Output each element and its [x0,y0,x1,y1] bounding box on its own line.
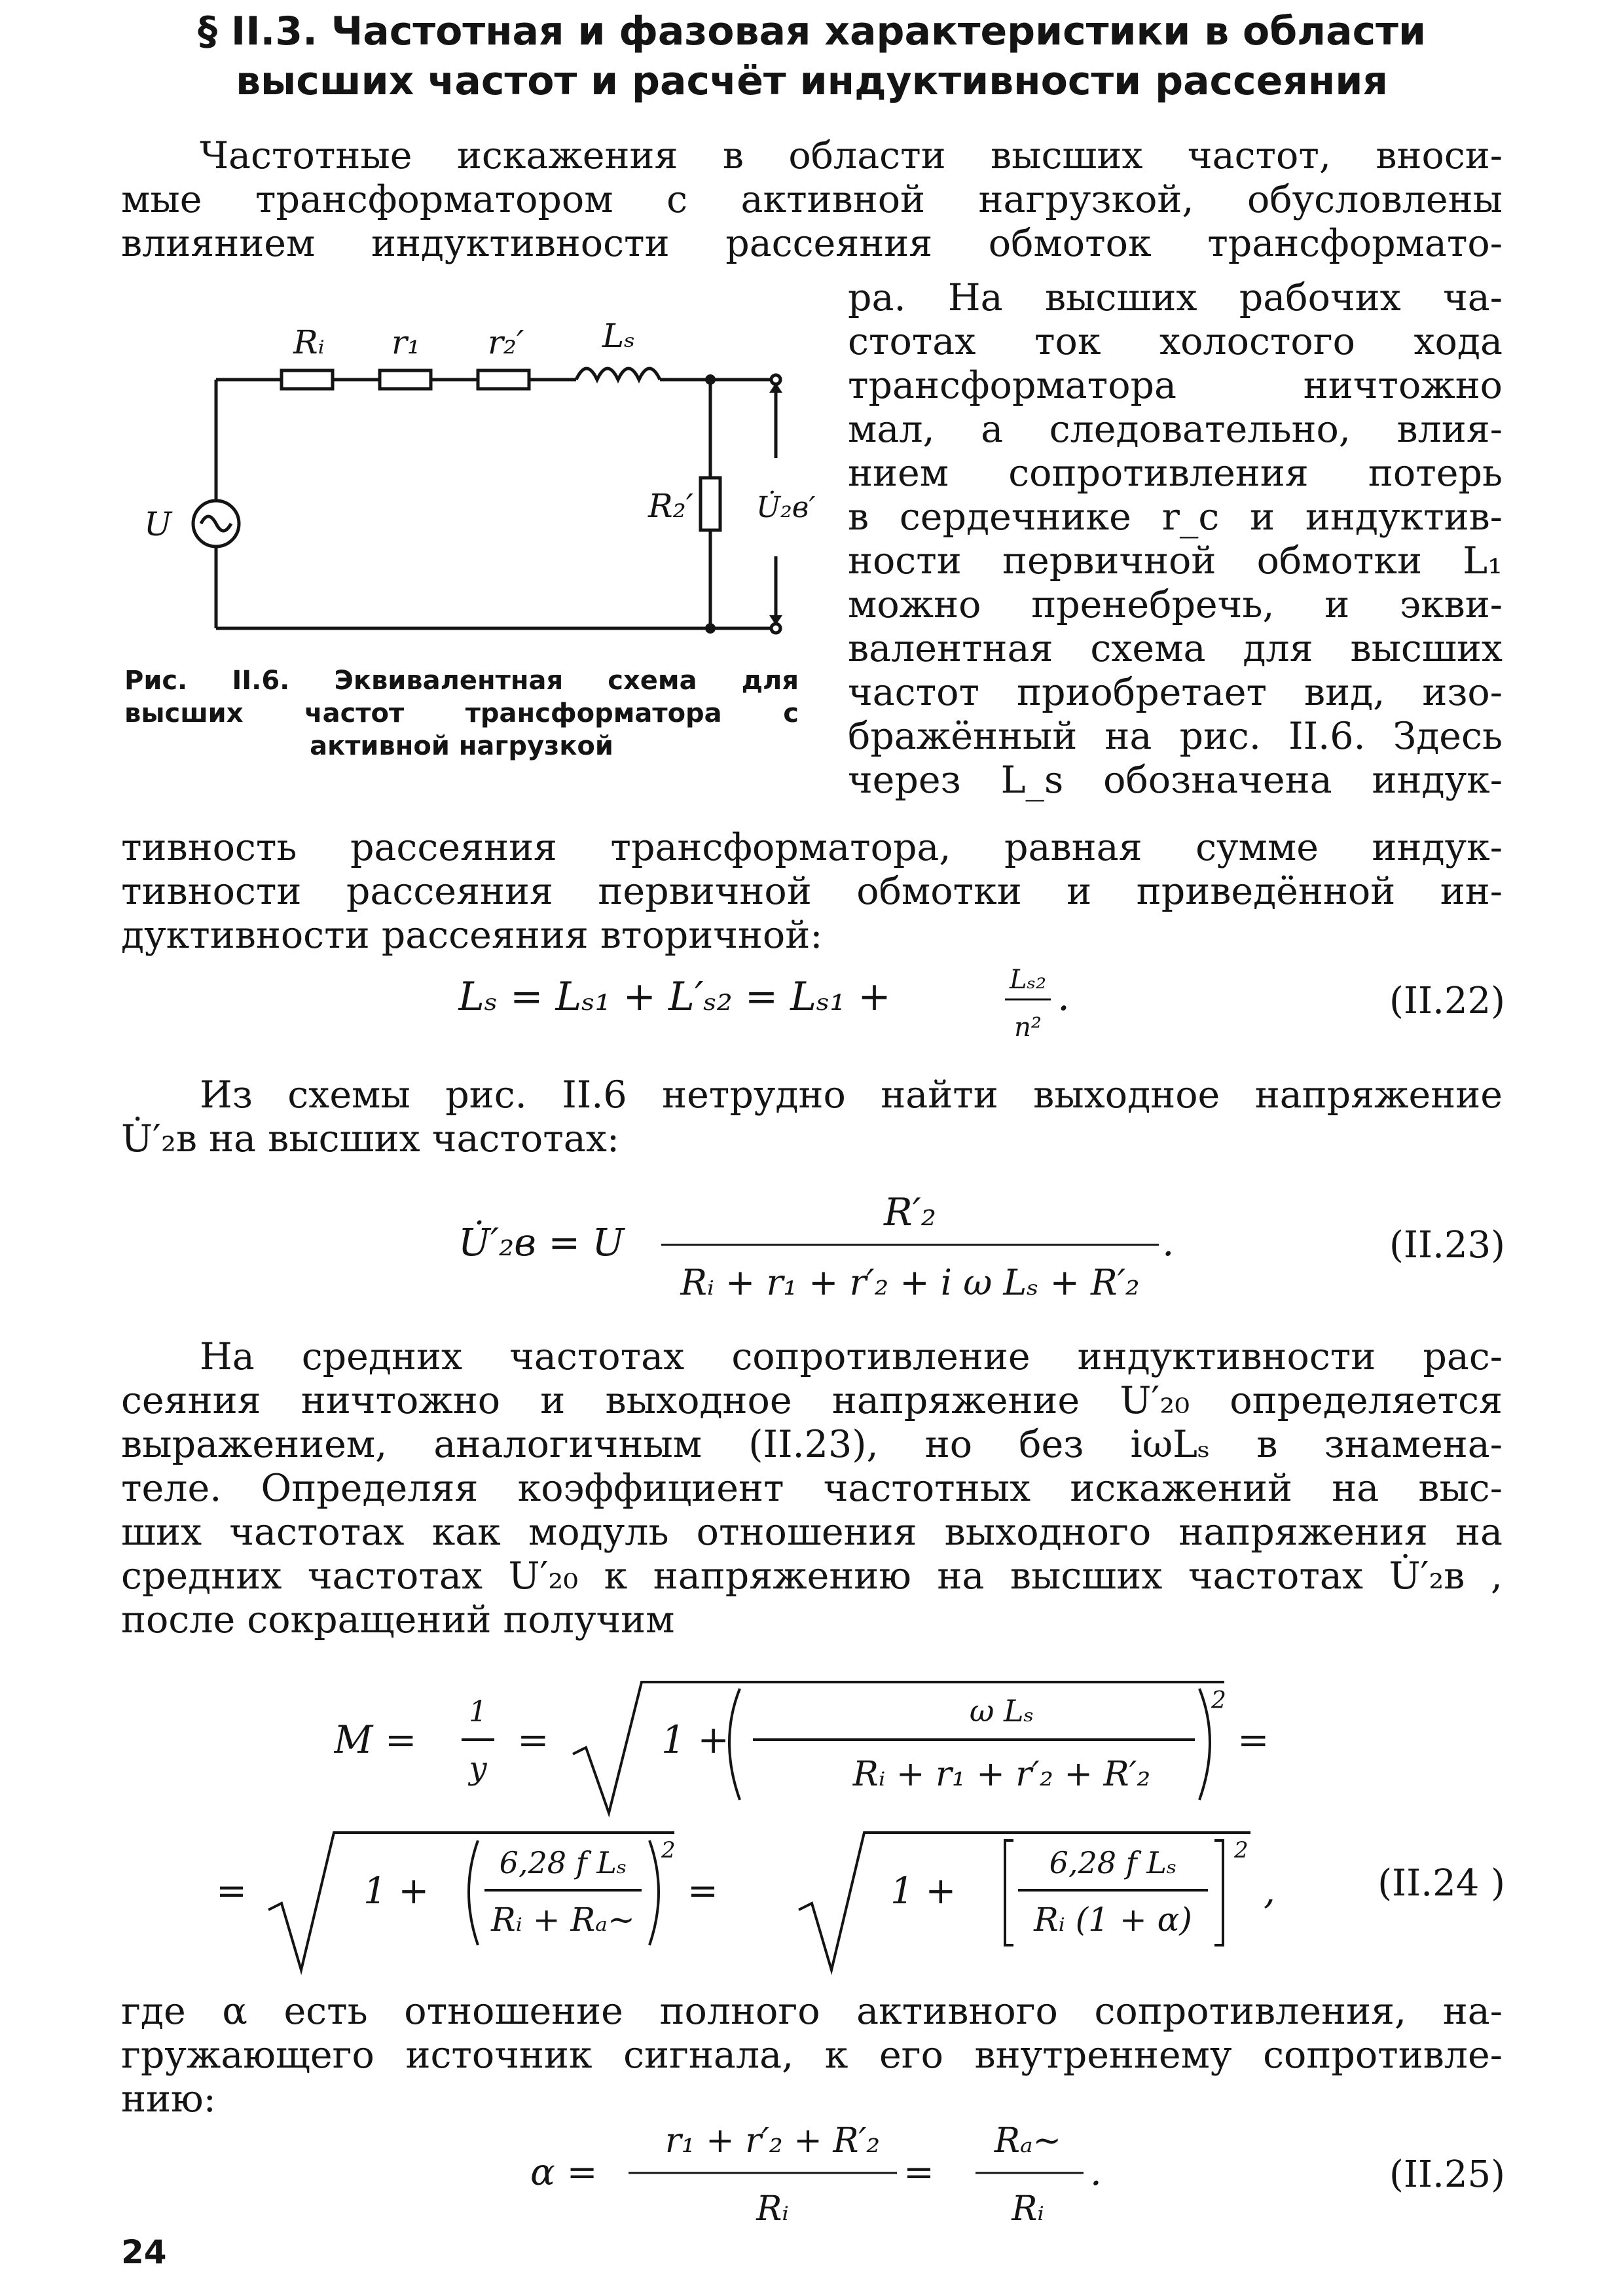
eq23-frac-den: Rᵢ + r₁ + r′₂ + i ω Lₛ + R′₂ [680,1262,1140,1303]
intro-paragraph-top [121,134,1503,266]
output-terminal-bottom [771,624,780,633]
after-line-2: тивности рассеяния первичной обмотки и приведённой ин- [121,870,1503,913]
eq25-frac1-num: r₁ + r′₂ + R′₂ [665,2121,881,2161]
section-heading [118,7,1506,106]
arrow-down-icon [769,615,782,625]
figure-caption [124,664,799,762]
p23-line-2: U̇′₂в на высших частотах: [121,1117,620,1160]
after-line-1: тивность рассеяния трансформатора, равная сумме индук- [121,826,1503,869]
after-line-3: дуктивности рассеяния вторичной: [121,914,823,957]
caption-line-3: активной нагрузкой [310,731,613,761]
eq25-lhs: α = [530,2151,598,2194]
eq24-frac-num: 1 [469,1695,487,1729]
wrapped-line-8: можно пренебречь, и экви- [848,583,1503,626]
intro-line-2: мые трансформатором с активной нагрузкой, обусловлены [121,178,1503,221]
equation-24-line-2 [216,1826,1329,1977]
eq25-frac2-den: Rᵢ [1012,2189,1044,2229]
wrapped-line-2: стотах ток холостого хода [848,320,1503,363]
eq25-frac2-num: Rₐ~ [994,2121,1062,2161]
wrapped-line-11: бражённый на рис. II.6. Здесь [848,715,1503,758]
resistor-load [701,478,720,530]
wrapped-line-3: трансформатора ничтожно [848,364,1503,407]
p24-line-4: теле. Определяя коэффициент частотных искажений на выс- [121,1467,1503,1510]
eq25-tail: . [1090,2151,1102,2194]
eq24-one-plus-3: 1 + [890,1870,957,1912]
p25-line-1: где α есть отношение полного активного сопротивления, на- [121,1990,1503,2033]
eq24-tail-1: = [1237,1717,1269,1762]
eq24-m-lhs: M = [334,1717,417,1762]
eq24-eq-1: = [517,1717,549,1762]
output-terminal-top [771,375,780,384]
eq24-power-1: 2 [1211,1687,1226,1714]
equation-24-line-1 [334,1676,1355,1820]
eq22-number: (II.22) [1389,980,1505,1022]
wrapped-line-12: через L_s обозначена индук- [848,759,1503,802]
eq24-tail-2: , [1264,1870,1275,1912]
eq23-lhs: U̇′₂в = U [458,1220,625,1265]
eq24-inner-num: ω Lₛ [969,1693,1034,1729]
wrapped-line-4: мал, а следовательно, влия- [848,408,1503,451]
wrapped-line-6: в сердечнике r_c и индуктив- [848,495,1503,539]
equation-25 [530,2114,1185,2238]
eq24-a-den: Rᵢ + Rₐ~ [491,1901,635,1939]
eq22-frac-num: Lₛ₂ [1009,965,1047,995]
label-load: R₂′ [648,487,694,525]
eq24-a-num: 6,28 f Lₛ [499,1845,627,1880]
caption-line-1: Рис. II.6. Эквивалентная схема для [124,666,799,696]
eq24-b-den: Rᵢ (1 + α) [1034,1901,1192,1939]
eq24-bracket-right [1214,1840,1223,1945]
equation-22 [458,952,1178,1044]
wrapped-line-10: частот приобретает вид, изо- [848,671,1503,714]
eq24-power-3: 2 [1234,1837,1249,1863]
label-ri: Rᵢ [293,323,325,361]
resistor-r2 [478,370,529,389]
wrapped-line-5: нием сопротивления потерь [848,452,1503,495]
eq24-inner-den: Rᵢ + r₁ + r′₂ + R′₂ [852,1755,1151,1794]
eq24-one-plus-2: 1 + [363,1870,429,1912]
eq23-frac-num: R′₂ [883,1190,937,1234]
eq22-frac-den: n² [1014,1013,1042,1043]
arrow-up-icon [769,383,782,393]
p24-line-3: выражением, аналогичным (II.23), но без iωLₛ в знамена- [121,1423,1503,1466]
heading-line-2: высших частот и расчёт индуктивности рассеяния [236,58,1388,104]
wrapped-line-9: валентная схема для высших [848,627,1503,670]
p24-line-6: средних частотах U′₂₀ к напряжению на высших частотах U̇′₂в , [121,1554,1503,1598]
p24-line-5: ших частотах как модуль отношения выходного напряжения на [121,1511,1503,1554]
label-r2: r₂′ [488,323,524,361]
eq24-one-plus-1: 1 + [661,1717,729,1762]
eq23-number: (II.23) [1389,1224,1505,1266]
eq24-b-num: 6,28 f Lₛ [1049,1845,1177,1880]
circuit-diagram [118,308,825,648]
intro-line-3: влиянием индуктивности рассеяния обмоток трансформато- [121,222,1503,265]
label-ls: Lₛ [602,317,636,355]
wrapped-line-1: ра. На высших рабочих ча- [848,276,1503,319]
eq24-paren-left-2 [469,1840,478,1945]
eq24-eq-2: = [216,1870,247,1912]
label-output: U̇₂в′ [756,491,816,524]
sine-wave-icon [201,516,231,531]
eq24-bracket-left [1005,1840,1013,1945]
inductor-ls [576,368,660,380]
eq24-number: (II.24 ) [1377,1862,1505,1905]
p24-line-7: после сокращений получим [121,1598,675,1641]
eq24-paren-right-2 [649,1840,659,1945]
resistor-ri [282,370,333,389]
eq25-mid: = [903,2151,934,2194]
intro-paragraph-bottom [121,826,1503,958]
eq25-frac1-den: Rᵢ [756,2189,789,2229]
intro-paragraph-wrapped [848,276,1503,802]
p24-line-2: сеяния ничтожно и выходное напряжение U′₂₀ определяется [121,1379,1503,1422]
equation-23 [458,1185,1244,1316]
caption-line-2: высших частот трансформатора с [124,698,799,728]
eq24-power-2: 2 [661,1837,676,1863]
p25-line-2: гружающего источник сигнала, к его внутреннему сопротивле- [121,2034,1503,2077]
p23-line-1: Из схемы рис. II.6 нетрудно найти выходное напряжение [200,1073,1503,1117]
p25-line-3: нию: [121,2077,216,2121]
eq24-frac-den: y [469,1750,487,1787]
page-number: 24 [121,2233,167,2271]
eq24-mid-eq: = [687,1870,718,1912]
label-r1: r₁ [392,323,420,361]
eq24-paren-right [1199,1689,1210,1800]
p24-line-1: На средних частотах сопротивление индуктивности рас- [200,1335,1503,1378]
paragraph-23 [121,1073,1503,1161]
label-source: U [144,505,172,543]
eq24-paren-left [729,1689,740,1800]
eq22-lhs: Lₛ = Lₛ₁ + L′ₛ₂ = Lₛ₁ + [458,974,891,1020]
eq25-number: (II.25) [1389,2153,1505,2196]
intro-line-1: Частотные искажения в области высших частот, вноси- [200,134,1503,177]
resistor-r1 [380,370,431,389]
paragraph-25 [121,1990,1503,2121]
eq22-tail: . [1057,974,1070,1020]
heading-line-1: § II.3. Частотная и фазовая характеристики в области [198,9,1426,54]
eq23-tail: . [1162,1220,1175,1265]
wrapped-line-7: ности первичной обмотки L₁ [848,539,1503,583]
paragraph-24 [121,1335,1503,1642]
